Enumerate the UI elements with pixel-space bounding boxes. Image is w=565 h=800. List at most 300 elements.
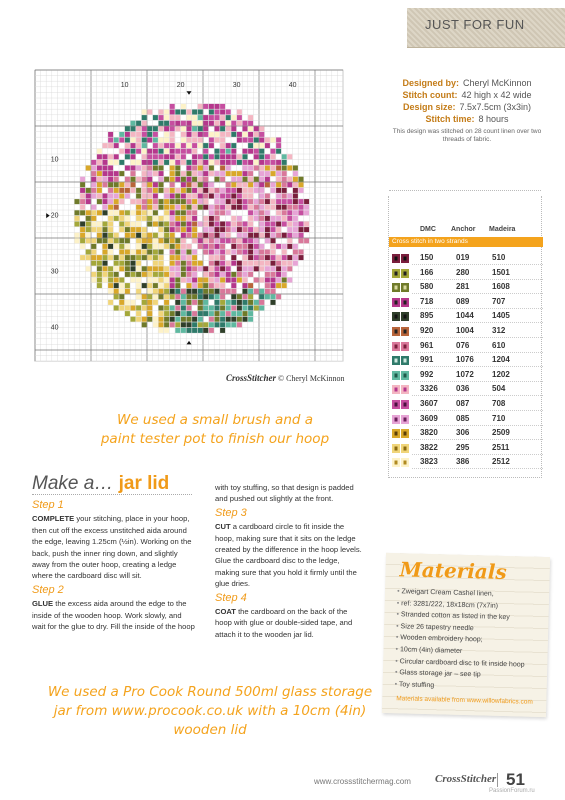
stitch-cell — [114, 210, 119, 215]
stitch-count-row — [378, 89, 556, 101]
stitch-cell — [187, 261, 192, 266]
stitch-cell — [243, 171, 248, 176]
stitch-cell — [147, 244, 152, 249]
stitch-cell — [209, 166, 214, 171]
stitch-cell — [271, 216, 276, 221]
stitch-cell — [114, 306, 119, 311]
stitch-cell — [231, 216, 236, 221]
stitch-cell — [142, 227, 147, 232]
stitch-cell — [259, 138, 264, 143]
stitch-cell — [136, 126, 141, 131]
stitch-cell — [220, 250, 225, 255]
stitch-cell — [304, 222, 309, 227]
stitch-cell — [276, 138, 281, 143]
stitch-cell — [215, 138, 220, 143]
stitch-cell — [209, 154, 214, 159]
stitch-cell — [147, 149, 152, 154]
key-swatch — [392, 254, 410, 263]
stitch-cell — [254, 278, 259, 283]
stitch-cell — [159, 283, 164, 288]
stitch-cell — [209, 322, 214, 327]
stitch-cell — [114, 154, 119, 159]
key-row — [389, 325, 543, 338]
key-dmc: 3607 — [420, 399, 438, 408]
key-madeira: 504 — [492, 384, 506, 394]
stitch-cell — [271, 149, 276, 154]
key-madeira: 2512 — [492, 457, 510, 467]
stitch-cell — [119, 160, 124, 165]
stitch-cell — [203, 322, 208, 327]
stitch-cell — [198, 188, 203, 193]
stitch-cell — [147, 188, 152, 193]
stitch-cell — [271, 272, 276, 277]
stitch-cell — [131, 160, 136, 165]
stitch-cell — [243, 289, 248, 294]
stitch-cell — [203, 115, 208, 120]
stitch-cell — [231, 244, 236, 249]
stitch-cell — [159, 233, 164, 238]
key-row-divider — [412, 410, 543, 411]
key-swatch — [392, 429, 410, 438]
stitch-cell — [136, 250, 141, 255]
stitch-cell — [293, 227, 298, 232]
stitch-cell — [159, 171, 164, 176]
key-header-madeira: Madeira — [489, 226, 516, 233]
stitch-cell — [142, 194, 147, 199]
stitch-cell — [131, 250, 136, 255]
stitch-cell — [97, 149, 102, 154]
stitch-cell — [209, 283, 214, 288]
stitch-cell — [159, 266, 164, 271]
chart-axis-top-label: 40 — [288, 81, 297, 89]
stitch-cell — [136, 210, 141, 215]
stitch-cell — [259, 199, 264, 204]
stitch-cell — [215, 306, 220, 311]
stitch-cell — [181, 143, 186, 148]
stitch-cell — [243, 250, 248, 255]
key-madeira: 1608 — [492, 282, 510, 292]
stitch-cell — [265, 160, 270, 165]
stitch-cell — [265, 210, 270, 215]
stitch-cell — [237, 132, 242, 137]
stitch-cell — [181, 266, 186, 271]
stitch-cell — [103, 250, 108, 255]
stitch-cell — [220, 306, 225, 311]
stitch-cell — [108, 233, 113, 238]
stitch-cell — [91, 244, 96, 249]
key-madeira: 708 — [492, 399, 506, 408]
stitch-cell — [164, 300, 169, 305]
stitch-cell — [153, 182, 158, 187]
stitch-cell — [248, 143, 253, 148]
stitch-cell — [142, 177, 147, 182]
stitch-cell — [164, 328, 169, 333]
stitch-cell — [215, 238, 220, 243]
key-row — [389, 354, 543, 367]
stitch-cell — [153, 210, 158, 215]
stitch-cell — [136, 227, 141, 232]
stitch-cell — [209, 238, 214, 243]
stitch-cell — [159, 255, 164, 260]
key-dmc: 3822 — [420, 442, 438, 452]
materials-item: • Wooden embroidery hoop; — [396, 633, 546, 649]
stitch-cell — [276, 233, 281, 238]
stitch-cell — [254, 126, 259, 131]
stitch-cell — [299, 182, 304, 187]
stitch-cell — [119, 294, 124, 299]
stitch-cell — [265, 294, 270, 299]
stitch-cell — [220, 205, 225, 210]
stitch-cell — [175, 115, 180, 120]
stitch-cell — [187, 199, 192, 204]
stitch-cell — [259, 210, 264, 215]
chart-axis-left-label: 30 — [50, 268, 59, 276]
key-madeira: 2509 — [492, 428, 510, 438]
stitch-cell — [226, 317, 231, 322]
stitch-cell — [203, 121, 208, 126]
stitch-cell — [243, 188, 248, 193]
stitch-cell — [181, 272, 186, 277]
stitch-cell — [299, 222, 304, 227]
stitch-cell — [142, 182, 147, 187]
stitch-cell — [259, 266, 264, 271]
stitch-cell — [192, 255, 197, 260]
step-1-text — [32, 513, 196, 581]
stitch-cell — [198, 205, 203, 210]
stitch-cell — [97, 233, 102, 238]
stitch-cell — [187, 272, 192, 277]
stitch-cell — [108, 250, 113, 255]
stitch-cell — [237, 182, 242, 187]
stitch-cell — [159, 182, 164, 187]
stitch-cell — [220, 194, 225, 199]
stitch-cell — [248, 227, 253, 232]
stitch-cell — [136, 199, 141, 204]
stitch-cell — [175, 322, 180, 327]
stitch-cell — [136, 283, 141, 288]
step-3-body: a cardboard circle to fit inside the hoop, making sure that it sits on the ledge created by the difference in the hoop levels. Glue the cardboard disc to the ledge, making sure that you hold it firmly until the glue dries. — [215, 522, 362, 589]
stitch-cell — [220, 322, 225, 327]
jar-note: We used a Pro Cook Round 500ml glass storage jar from www.procook.co.uk with a 10cm (4in) wooden lid — [47, 684, 373, 738]
stitch-cell — [237, 154, 242, 159]
stitch-cell — [175, 210, 180, 215]
stitch-cell — [181, 216, 186, 221]
stitch-cell — [131, 306, 136, 311]
stitch-cell — [198, 294, 203, 299]
stitch-cell — [75, 216, 80, 221]
stitch-cell — [97, 238, 102, 243]
stitch-cell — [192, 294, 197, 299]
stitch-cell — [142, 149, 147, 154]
stitch-cell — [187, 110, 192, 115]
stitch-cell — [142, 255, 147, 260]
stitch-cell — [254, 250, 259, 255]
stitch-cell — [198, 115, 203, 120]
stitch-cell — [125, 244, 130, 249]
key-row-divider — [412, 264, 543, 265]
stitch-cell — [114, 266, 119, 271]
stitch-cell — [170, 104, 175, 109]
stitch-cell — [203, 177, 208, 182]
stitch-cell — [226, 322, 231, 327]
stitch-cell — [91, 160, 96, 165]
stitch-cell — [259, 149, 264, 154]
stitch-cell — [175, 110, 180, 115]
stitch-cell — [248, 121, 253, 126]
stitch-cell — [215, 126, 220, 131]
stitch-cell — [142, 205, 147, 210]
stitch-cell — [125, 283, 130, 288]
stitch-cell — [131, 166, 136, 171]
stitch-cell — [170, 283, 175, 288]
stitch-cell — [175, 300, 180, 305]
stitch-cell — [164, 138, 169, 143]
stitch-cell — [153, 216, 158, 221]
stitch-cell — [293, 182, 298, 187]
stitch-cell — [125, 255, 130, 260]
stitch-cell — [159, 278, 164, 283]
stitch-cell — [114, 294, 119, 299]
stitch-cell — [181, 199, 186, 204]
key-swatch — [392, 312, 410, 321]
stitch-cell — [153, 126, 158, 131]
stitch-cell — [293, 199, 298, 204]
key-row — [389, 456, 543, 469]
stitch-cell — [192, 199, 197, 204]
stitch-cell — [248, 244, 253, 249]
stitch-cell — [254, 216, 259, 221]
stitch-cell — [108, 255, 113, 260]
stitch-cell — [248, 266, 253, 271]
stitch-cell — [164, 132, 169, 137]
stitch-cell — [181, 261, 186, 266]
stitch-cell — [181, 233, 186, 238]
stitch-cell — [248, 317, 253, 322]
stitch-cell — [243, 266, 248, 271]
stitch-cell — [209, 104, 214, 109]
stitch-cell — [147, 160, 152, 165]
stitch-cell — [164, 110, 169, 115]
stitch-cell — [237, 227, 242, 232]
stitch-cell — [108, 278, 113, 283]
stitch-cell — [86, 199, 91, 204]
stitch-cell — [293, 205, 298, 210]
stitch-cell — [80, 222, 85, 227]
section-tag — [407, 8, 565, 48]
stitch-cell — [209, 115, 214, 120]
key-band: Cross stitch in two strands — [389, 237, 543, 247]
stitch-cell — [231, 171, 236, 176]
stitch-cell — [142, 272, 147, 277]
key-anchor: 280 — [456, 267, 470, 277]
materials-item: • 10cm (4in) diameter — [395, 644, 545, 660]
stitch-cell — [153, 188, 158, 193]
stitch-cell — [265, 238, 270, 243]
stitch-cell — [254, 244, 259, 249]
stitch-cell — [153, 138, 158, 143]
stitch-cell — [271, 138, 276, 143]
stitch-cell — [259, 222, 264, 227]
stitch-cell — [142, 166, 147, 171]
stitch-cell — [192, 278, 197, 283]
stitch-cell — [147, 182, 152, 187]
stitch-cell — [142, 110, 147, 115]
stitch-cell — [80, 210, 85, 215]
stitch-cell — [220, 115, 225, 120]
stitch-cell — [142, 143, 147, 148]
stitch-cell — [215, 222, 220, 227]
stitch-cell — [209, 188, 214, 193]
stitch-cell — [271, 300, 276, 305]
stitch-cell — [80, 188, 85, 193]
stitch-cell — [287, 278, 292, 283]
stitch-cell — [80, 177, 85, 182]
stitch-cell — [119, 138, 124, 143]
stitch-cell — [147, 199, 152, 204]
stitch-cell — [198, 283, 203, 288]
stitch-cell — [131, 255, 136, 260]
stitch-cell — [164, 154, 169, 159]
stitch-cell — [282, 272, 287, 277]
stitch-cell — [254, 205, 259, 210]
stitch-cell — [153, 294, 158, 299]
stitch-cell — [119, 216, 124, 221]
stitch-cell — [187, 244, 192, 249]
stitch-cell — [209, 171, 214, 176]
stitch-cell — [170, 238, 175, 243]
stitch-cell — [299, 250, 304, 255]
stitch-cell — [276, 227, 281, 232]
stitch-cell — [259, 289, 264, 294]
stitch-cell — [243, 160, 248, 165]
stitch-cell — [203, 126, 208, 131]
stitch-cell — [153, 250, 158, 255]
stitch-cell — [97, 210, 102, 215]
stitch-cell — [119, 250, 124, 255]
step-3-heading: Step 3 — [215, 506, 247, 519]
stitch-cell — [243, 126, 248, 131]
stitch-cell — [131, 261, 136, 266]
stitch-cell — [192, 233, 197, 238]
stitch-cell — [209, 272, 214, 277]
stitch-cell — [103, 222, 108, 227]
stitch-cell — [192, 205, 197, 210]
stitch-cell — [131, 266, 136, 271]
stitch-cell — [243, 182, 248, 187]
stitch-cell — [131, 143, 136, 148]
stitch-cell — [103, 154, 108, 159]
stitch-cell — [75, 233, 80, 238]
stitch-cell — [187, 205, 192, 210]
stitch-cell — [125, 166, 130, 171]
stitch-cell — [170, 121, 175, 126]
stitch-cell — [248, 194, 253, 199]
stitch-cell — [248, 272, 253, 277]
stitch-cell — [248, 300, 253, 305]
stitch-cell — [220, 238, 225, 243]
stitch-cell — [136, 311, 141, 316]
stitch-cell — [170, 244, 175, 249]
stitch-cell — [304, 227, 309, 232]
stitch-cell — [164, 238, 169, 243]
stitch-cell — [237, 188, 242, 193]
stitch-cell — [203, 143, 208, 148]
chart-axis-left-label: 20 — [50, 212, 59, 220]
stitch-cell — [220, 177, 225, 182]
stitch-cell — [231, 278, 236, 283]
stitch-cell — [181, 171, 186, 176]
stitch-cell — [136, 194, 141, 199]
stitch-cell — [131, 126, 136, 131]
materials-item: • ref: 3281/222, 18x18cm (7x7in) — [397, 598, 547, 614]
stitch-cell — [243, 121, 248, 126]
stitch-cell — [271, 227, 276, 232]
stitch-cell — [159, 317, 164, 322]
stitch-cell — [187, 216, 192, 221]
stitch-cell — [215, 154, 220, 159]
stitch-cell — [125, 238, 130, 243]
stitch-cell — [103, 266, 108, 271]
stitch-cell — [136, 222, 141, 227]
stitch-cell — [215, 205, 220, 210]
stitch-cell — [159, 238, 164, 243]
stitch-cell — [215, 255, 220, 260]
stitch-cell — [164, 188, 169, 193]
stitch-cell — [175, 266, 180, 271]
stitch-cell — [215, 199, 220, 204]
stitch-cell — [153, 244, 158, 249]
stitch-cell — [203, 238, 208, 243]
stitch-cell — [142, 322, 147, 327]
stitch-cell — [108, 300, 113, 305]
stitch-cell — [125, 182, 130, 187]
stitch-cell — [114, 171, 119, 176]
stitch-cell — [226, 222, 231, 227]
stitch-cell — [209, 266, 214, 271]
stitch-cell — [226, 166, 231, 171]
stitch-cell — [159, 154, 164, 159]
step-2-lead: GLUE — [32, 599, 54, 609]
stitch-cell — [91, 177, 96, 182]
stitch-cell — [86, 266, 91, 271]
stitch-cell — [243, 138, 248, 143]
stitch-cell — [170, 255, 175, 260]
stitch-cell — [203, 250, 208, 255]
stitch-cell — [131, 154, 136, 159]
key-dmc: 3820 — [420, 428, 438, 438]
stitch-cell — [282, 222, 287, 227]
stitch-cell — [164, 272, 169, 277]
article-column-left — [32, 497, 196, 634]
stitch-cell — [220, 266, 225, 271]
stitch-cell — [153, 160, 158, 165]
key-anchor: 386 — [456, 457, 470, 467]
stitch-cell — [142, 210, 147, 215]
stitch-cell — [192, 149, 197, 154]
stitch-cell — [147, 132, 152, 137]
stitch-cell — [271, 261, 276, 266]
key-anchor: 089 — [456, 296, 470, 306]
stitch-cell — [159, 216, 164, 221]
stitch-cell — [187, 311, 192, 316]
stitch-cell — [187, 322, 192, 327]
key-swatch — [392, 327, 410, 336]
key-anchor: 085 — [456, 413, 470, 423]
stitch-cell — [142, 188, 147, 193]
stitch-cell — [181, 317, 186, 322]
stitch-cell — [248, 171, 253, 176]
stitch-cell — [271, 255, 276, 260]
